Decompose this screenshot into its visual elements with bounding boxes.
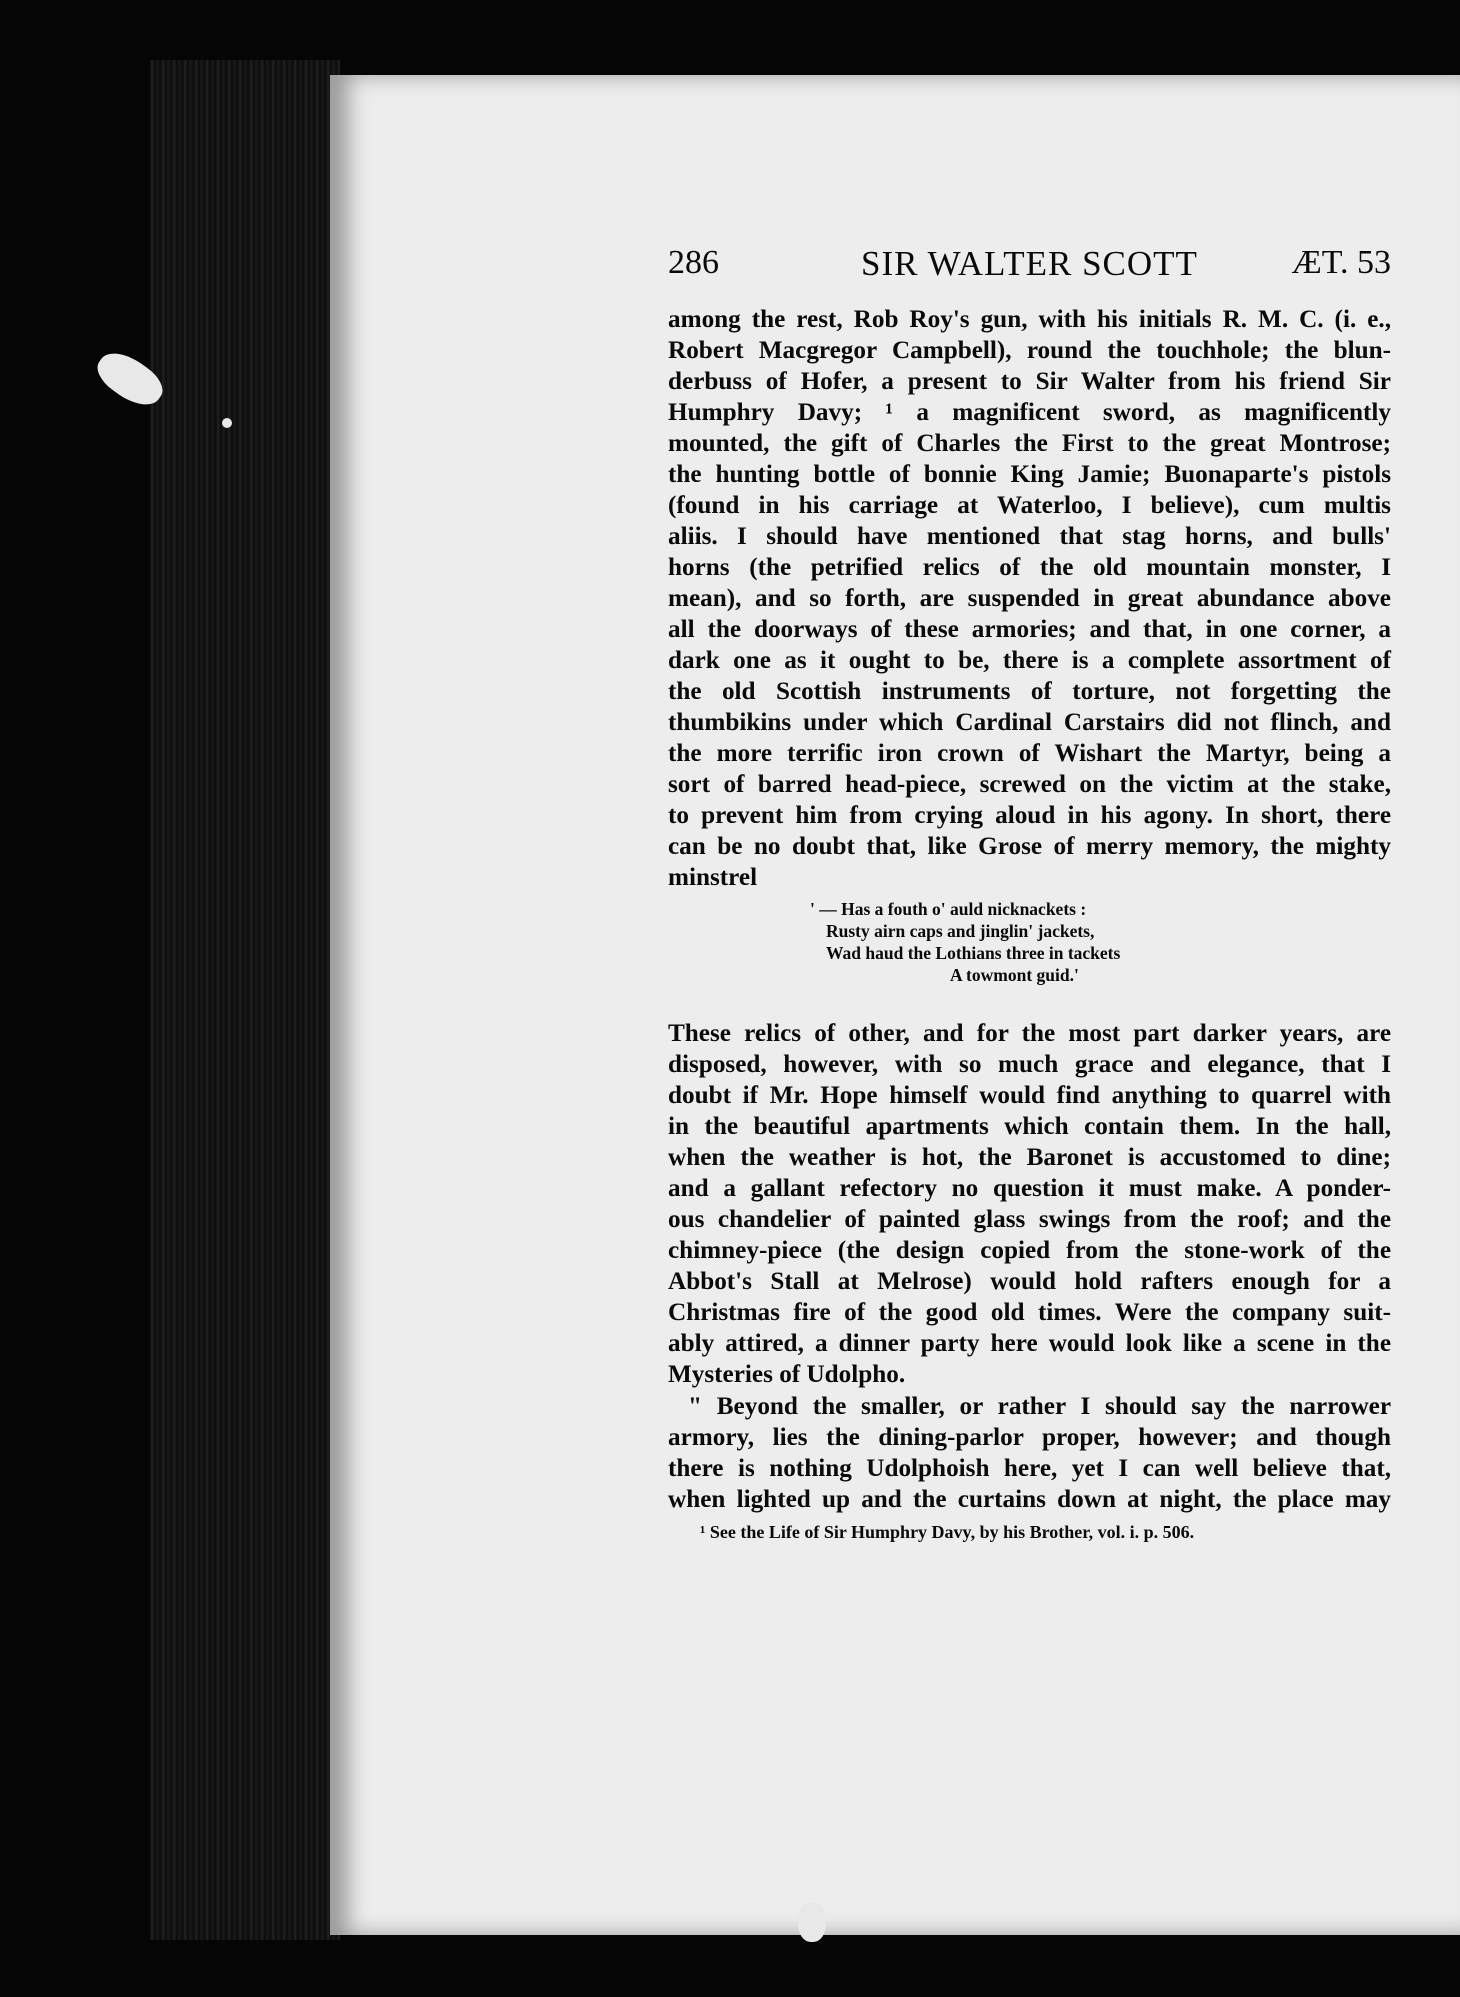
text-line: when lighted up and the curtains down at night, the place may [668, 1486, 1391, 1513]
verse-quotation [810, 898, 1230, 986]
body-paragraph-2 [668, 1018, 1391, 1390]
running-title: SIR WALTER SCOTT [861, 244, 1198, 283]
text-line: there is nothing Udolphoish here, yet I can well believe that, [668, 1455, 1391, 1482]
text-line: " Beyond the smaller, or rather I should say the narrower [688, 1393, 1391, 1420]
text-line: ably attired, a dinner party here would look like a scene in the [668, 1330, 1391, 1357]
text-line: sort of barred head-piece, screwed on the victim at the stake, [668, 771, 1391, 798]
text-line: the old Scottish instruments of torture, not forgetting the [668, 678, 1391, 705]
text-line: doubt if Mr. Hope himself would find anything to quarrel with [668, 1082, 1391, 1109]
text-line: derbuss of Hofer, a present to Sir Walter from his friend Sir [668, 368, 1391, 395]
text-line: mounted, the gift of Charles the First to the great Montrose; [668, 430, 1391, 457]
scan-blemish [222, 418, 232, 428]
text-line: armory, lies the dining-parlor proper, however; and though [668, 1424, 1391, 1451]
text-line: chimney-piece (the design copied from the stone-work of the [668, 1237, 1391, 1264]
text-line: horns (the petrified relics of the old mountain monster, I [668, 554, 1391, 581]
text-line: dark one as it ought to be, there is a complete assortment of [668, 647, 1391, 674]
text-line: thumbikins under which Cardinal Carstairs did not flinch, and [668, 709, 1391, 736]
page-header [668, 244, 1391, 288]
text-line: disposed, however, with so much grace and elegance, that I [668, 1051, 1391, 1078]
scan-blemish [798, 1902, 826, 1942]
text-line: to prevent him from crying aloud in his agony. In short, there [668, 802, 1391, 829]
text-line: (found in his carriage at Waterloo, I believe), cum multis [668, 492, 1391, 519]
text-line: and a gallant refectory no question it must make. A ponder- [668, 1175, 1391, 1202]
text-line: when the weather is hot, the Baronet is accustomed to dine; [668, 1144, 1391, 1171]
text-line: can be no doubt that, like Grose of merry memory, the mighty [668, 833, 1391, 860]
verse-line: Rusty airn caps and jinglin' jackets, [826, 921, 1095, 941]
text-line: mean), and so forth, are suspended in great abundance above [668, 585, 1391, 612]
text-line: Christmas fire of the good old times. Were the company suit- [668, 1299, 1391, 1326]
text-line: Robert Macgregor Campbell), round the touchhole; the blun- [668, 337, 1391, 364]
text-line: Mysteries of Udolpho. [668, 1361, 906, 1388]
text-line: minstrel [668, 864, 758, 891]
paragraph [668, 304, 1391, 893]
body-paragraph-1 [668, 304, 1391, 893]
text-line: all the doorways of these armories; and that, in one corner, a [668, 616, 1391, 643]
paragraph [668, 1018, 1391, 1390]
text-line: Humphry Davy; ¹ a magnificent sword, as magnificently [668, 399, 1391, 426]
page-number: 286 [668, 244, 719, 281]
book-spine-edge [150, 60, 340, 1940]
text-line: in the beautiful apartments which contain them. In the hall, [668, 1113, 1391, 1140]
footnote: ¹ See the Life of Sir Humphry Davy, by his Brother, vol. i. p. 506. [700, 1522, 1195, 1542]
text-line: the more terrific iron crown of Wishart the Martyr, being a [668, 740, 1391, 767]
text-line: the hunting bottle of bonnie King Jamie; Buonaparte's pistols [668, 461, 1391, 488]
verse-line: ' — Has a fouth o' auld nicknackets : [810, 899, 1087, 919]
text-line: aliis. I should have mentioned that stag horns, and bulls' [668, 523, 1391, 550]
text-line: These relics of other, and for the most part darker years, are [668, 1020, 1391, 1047]
text-line: Abbot's Stall at Melrose) would hold rafters enough for a [668, 1268, 1391, 1295]
paragraph [668, 1391, 1391, 1515]
text-line: among the rest, Rob Roy's gun, with his initials R. M. C. (i. e., [668, 306, 1391, 333]
text-line: ous chandelier of painted glass swings from the roof; and the [668, 1206, 1391, 1233]
verse-line: A towmont guid.' [950, 965, 1079, 985]
verse-line: Wad haud the Lothians three in tackets [826, 943, 1121, 963]
body-paragraph-3 [668, 1391, 1391, 1515]
age-label: ÆT. 53 [1291, 244, 1391, 281]
